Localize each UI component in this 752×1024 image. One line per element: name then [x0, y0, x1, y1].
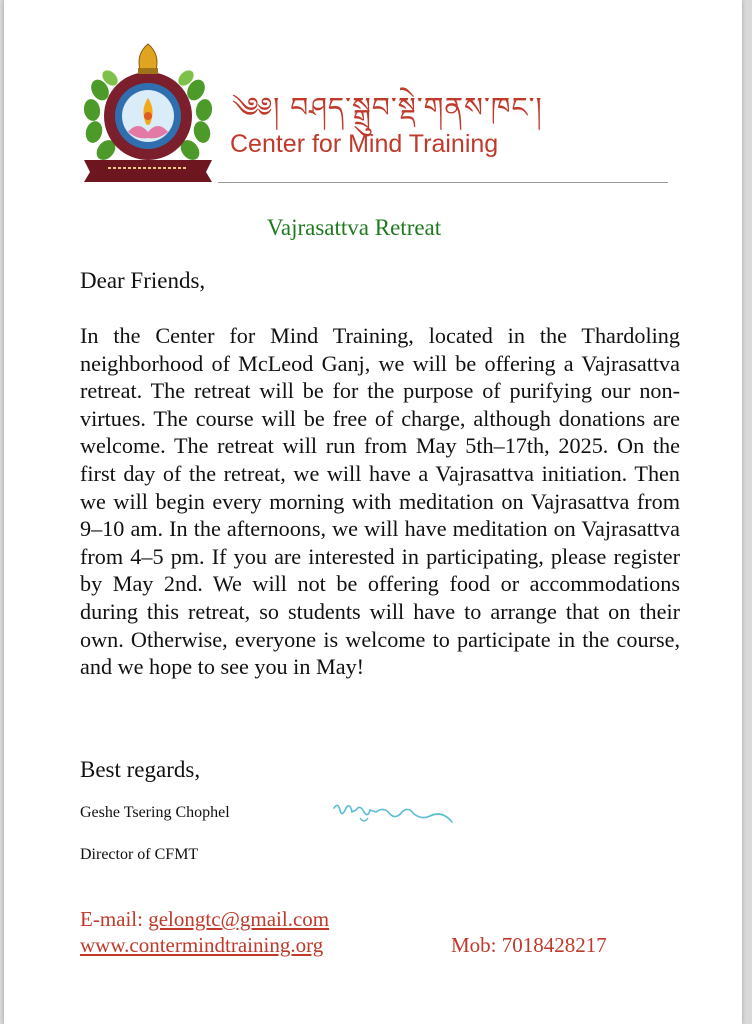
email-label: E-mail: — [80, 907, 149, 931]
tibetan-title: ༄༅། བཤད་སྒྲུབ་སྡེ་གནས་ཁང་། — [232, 91, 543, 124]
email-link[interactable]: gelongtc@gmail.com — [148, 907, 330, 931]
closing: Best regards, — [80, 757, 201, 782]
salutation: Dear Friends, — [80, 268, 206, 293]
center-logo-icon — [78, 40, 218, 185]
header-divider — [218, 182, 668, 183]
email-line — [80, 907, 329, 932]
signer-title: Director of CFMT — [80, 846, 199, 863]
mobile-number: Mob: 7018428217 — [451, 933, 607, 957]
website-link[interactable]: www.contermindtraining.org — [80, 933, 324, 957]
center-name: Center for Mind Training — [230, 130, 499, 158]
retreat-title: Vajrasattva Retreat — [266, 215, 442, 240]
signer-name: Geshe Tsering Chophel — [80, 804, 230, 821]
letter-page — [4, 0, 742, 1024]
signature-icon — [330, 798, 458, 838]
letter-body: In the Center for Mind Training, located in the Thardoling neighborhood of McLeod Ganj, we will be offering a Vajrasattva retreat. The retreat will be for the purpose of purifying our non-virtues. The course will be free of charge, although donations are welcome. The retreat will run from May 5th–17th, 2025. On the first day of the retreat, we will have a Vajrasattva initiation. Then we will begin every morning with meditation on Vajrasattva from 9–10 am. In the afternoons, we will have meditation on Vajrasattva from 4–5 pm. If you are interested in participating, please register by May 2nd. We will not be offering food or accommodations during this retreat, so students will have to arrange that on their own. Otherwise, everyone is welcome to participate in the course, and we hope to see you in May! — [80, 323, 680, 680]
